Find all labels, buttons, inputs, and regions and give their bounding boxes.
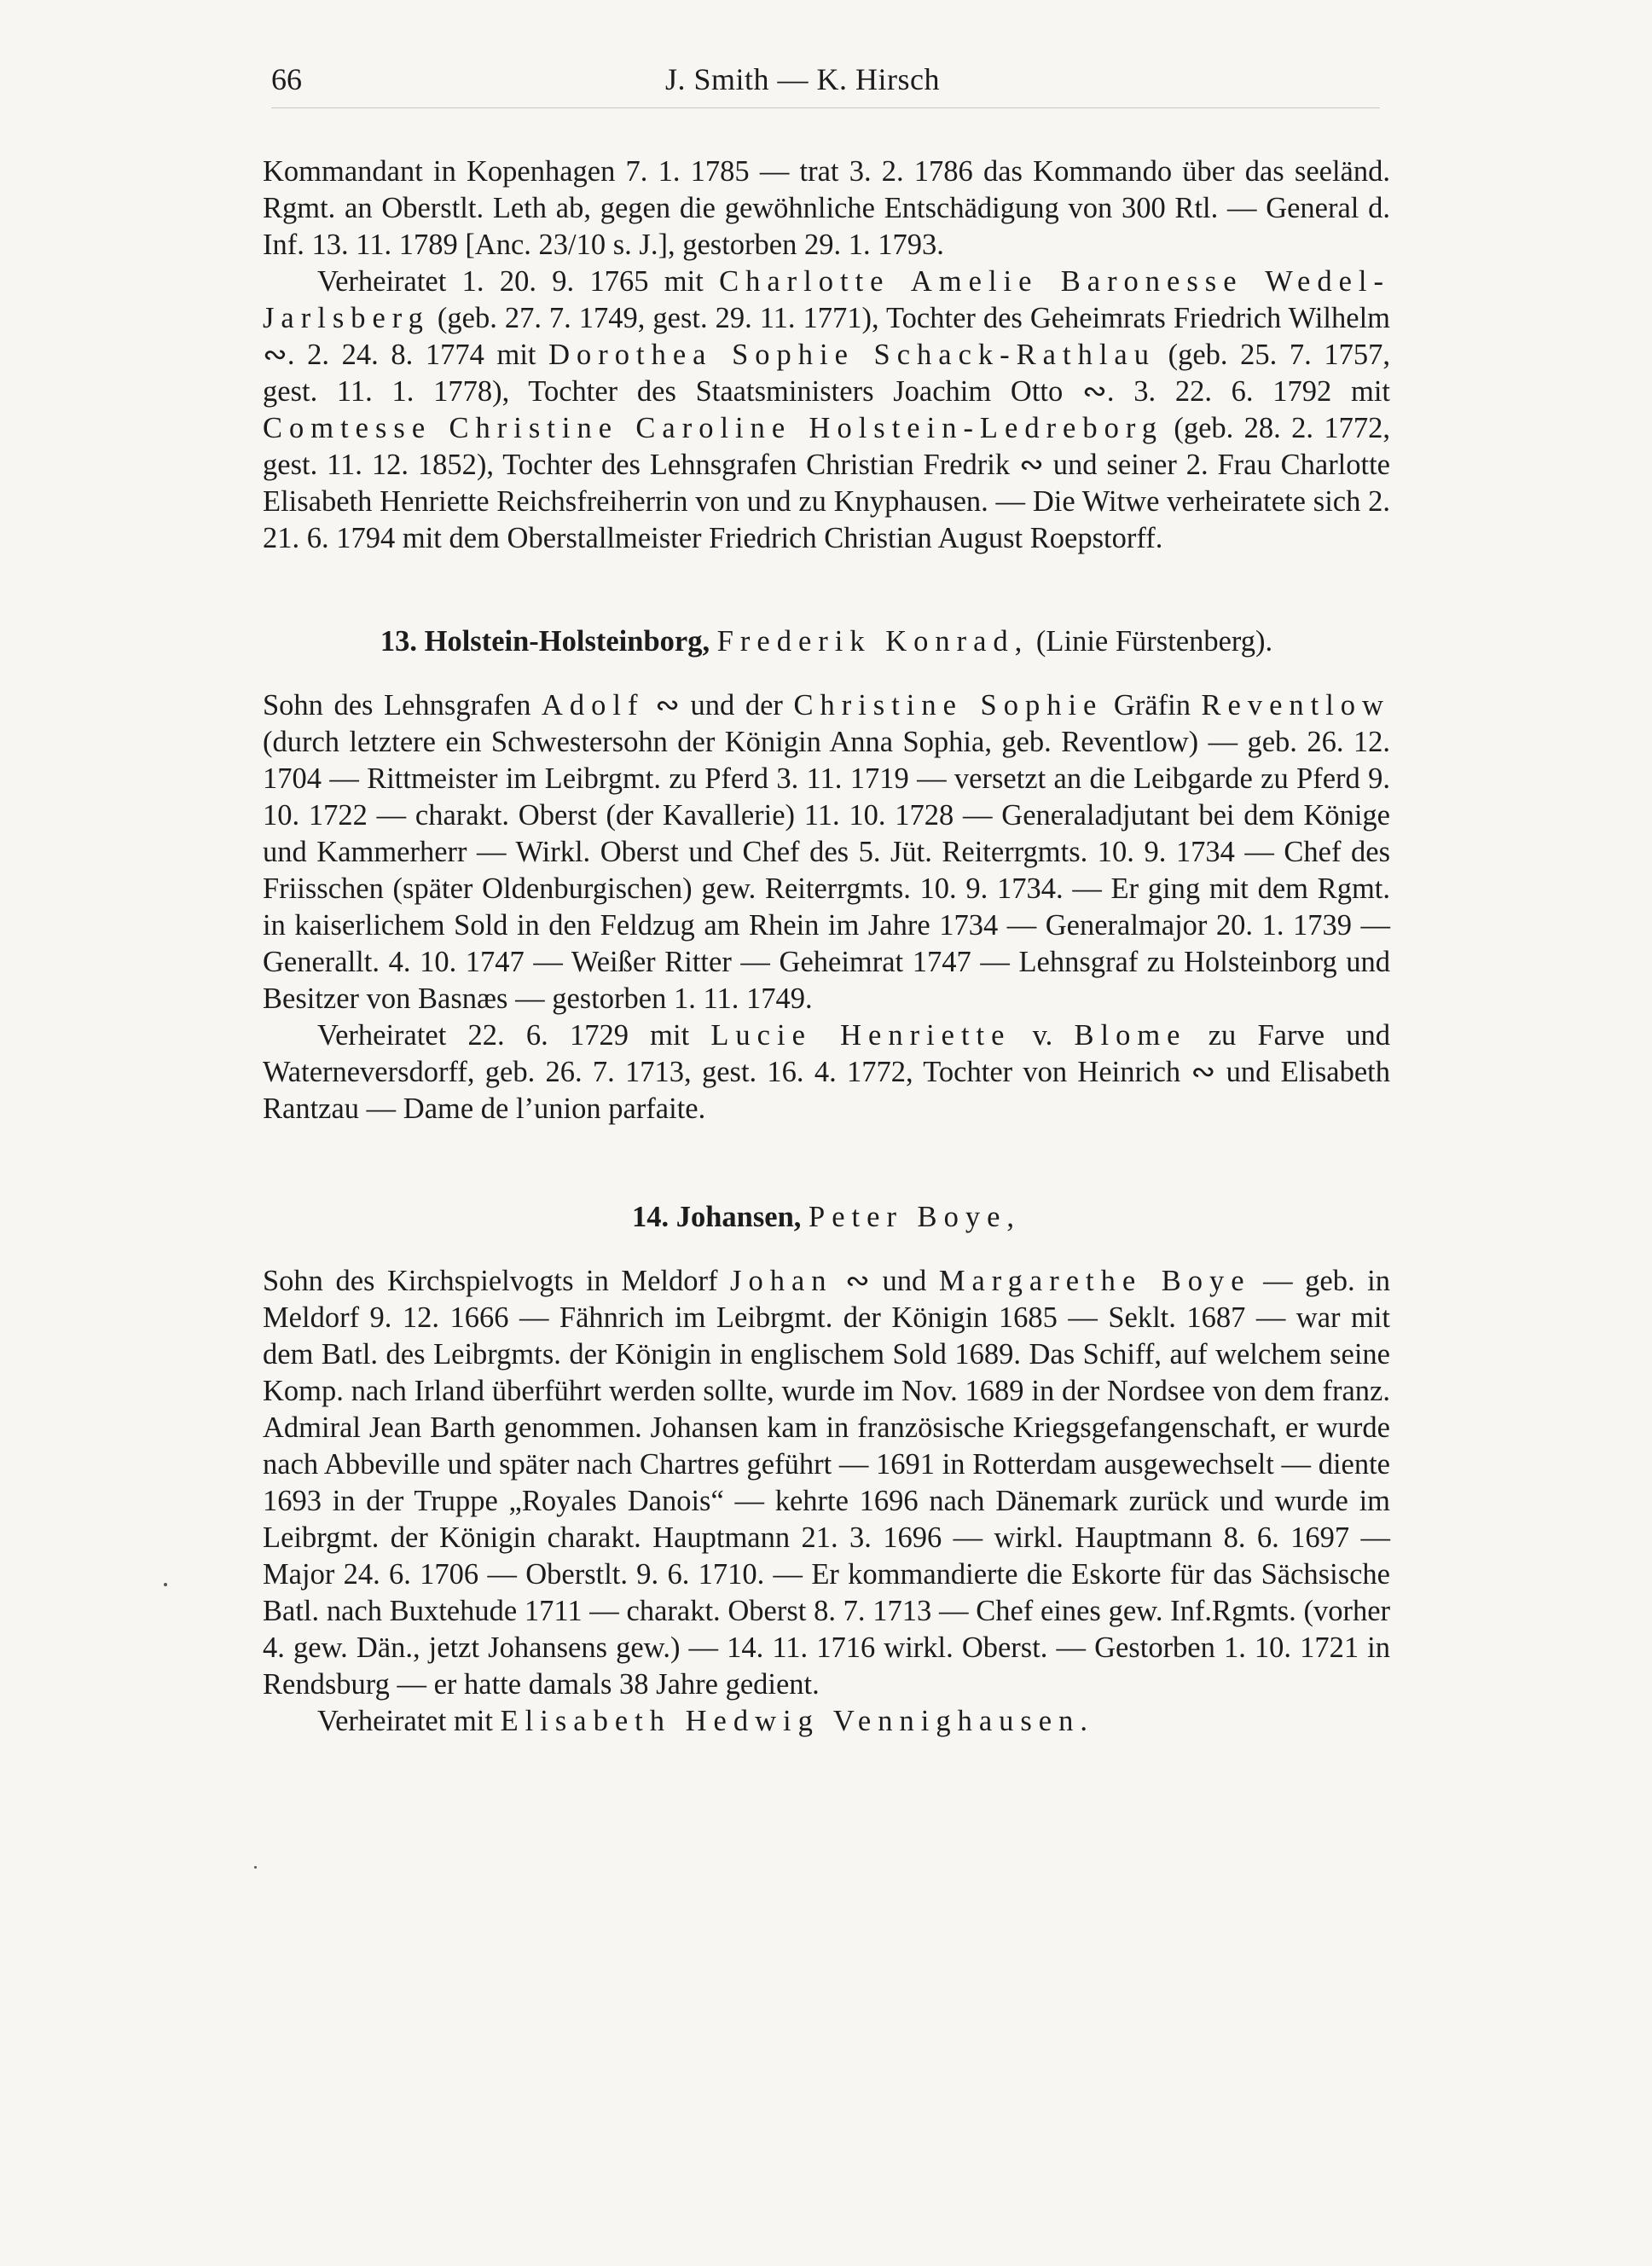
entry-14-number-surname: 14. Johansen, (631, 1201, 802, 1233)
text-run: ∾ und der (644, 689, 794, 722)
spaced-name: Elisabeth Hedwig Vennighausen. (500, 1705, 1094, 1737)
spaced-name: Blome (1074, 1019, 1187, 1052)
spaced-name: Dorothea Sophie Schack-Rathlau (548, 339, 1156, 371)
spaced-name: Adolf (542, 689, 645, 722)
text-run: — geb. in Meldorf 9. 12. 1666 — Fähnrich im Leibrgmt. der Königin 1685 — Seklt. 1687 — war mit dem Batl. des Leibrgmts. der Königin in englischem Sold 1689. Das Schiff, auf welchem seine Komp. nach Irland überführt werden sollte, wurde im Nov. 1689 in der Nordsee von dem franz. Admiral Jean Barth genommen. Johansen kam in französische Kriegsgefangenschaft, er wurde nach Abbeville und später nach Chartres geführt — 1691 in Rotterdam ausgewechselt — diente 1693 in der Truppe „Royales Danois“ — kehrte 1696 nach Dänemark zurück und wurde im Leibrgmt. der Königin charakt. Hauptmann 21. 3. 1696 — wirkl. Hauptmann 8. 6. 1697 — Major 24. 6. 1706 — Oberstlt. 9. 6. 1710. — Er kommandierte die Eskorte für das Sächsische Batl. nach Buxtehude 1711 — charakt. Oberst 8. 7. 1713 — Chef eines gew. Inf.Rgmts. (vorher 4. gew. Dän., jetzt Johansens gew.) — 14. 11. 1716 wirkl. Oberst. — Gestorben 1. 10. 1721 in Rendsburg — er hatte damals 38 Jahre gedient. (263, 1265, 1390, 1701)
paper-speck (254, 1866, 257, 1869)
page-number: 66 (271, 62, 302, 96)
text-run: (durch letztere ein Schwestersohn der Königin Anna Sophia, geb. Reventlow) — geb. 26. 12. 1704 — Rittmeister im Leibrgmt. zu Pferd 3. 11. 1719 — versetzt an die Leibgarde zu Pferd 9. 10. 1722 — charakt. Oberst (der Kavallerie) 11. 10. 1728 — Generaladjutant bei dem Könige und Kammerherr — Wirkl. Oberst und Chef des 5. Jüt. Reiterrgmts. 10. 9. 1734 — Chef des Friisschen (später Oldenburgischen) gew. Reiterrgmts. 10. 9. 1734. — Er ging mit dem Rgmt. in kaiserlichem Sold in den Feldzug am Rhein im Jahre 1734 — Generalmajor 20. 1. 1739 — Generallt. 4. 10. 1747 — Weißer Ritter — Geheimrat 1747 — Lehnsgraf zu Holsteinborg und Besitzer von Basnæs — gestorben 1. 11. 1749. (263, 726, 1390, 1015)
running-head: J. Smith — K. Hirsch (665, 62, 941, 96)
spaced-name: Comtesse Christine Caroline Holstein-Ledreborg (263, 412, 1163, 444)
page-body (263, 154, 1390, 1740)
text-run: ∾ und (832, 1265, 939, 1297)
header-rule (271, 107, 1380, 108)
text-run: Verheiratet mit (317, 1705, 501, 1737)
entry-13-number-surname: 13. Holstein-Holsteinborg, (380, 625, 710, 658)
spaced-name: Charlotte Amelie Baronesse Wedel-Jarlsberg (263, 265, 1390, 334)
spaced-name: Margarethe Boye (938, 1265, 1251, 1297)
text-run: Verheiratet 22. 6. 1729 mit (317, 1019, 711, 1052)
text-run: zu Farve und Waterneversdorff, geb. 26. 7. 1713, gest. 16. 4. 1772, Tochter von Heinrich ∾ und Elisabeth Rantzau — Dame de l’union parfaite. (263, 1019, 1390, 1125)
entry-12-marriages (263, 264, 1390, 557)
text-run: (geb. 27. 7. 1749, gest. 29. 11. 1771), Tochter des Geheimrats Friedrich Wilhelm ∾. 2. 24. 8. 1774 mit (263, 302, 1390, 371)
paper-speck (164, 1583, 167, 1586)
text-run: Gräfin (1103, 689, 1202, 722)
page-header (271, 61, 1380, 113)
text-run: (geb. 25. 7. 1757, gest. 11. 1. 1778), Tochter des Staatsministers Joachim Otto ∾. 3. 22. 6. 1792 mit (263, 339, 1390, 408)
text-run: Verheiratet 1. 20. 9. 1765 mit (317, 265, 720, 298)
spaced-name: Lucie Henriette (710, 1019, 1011, 1052)
entry-12-continuation: Kommandant in Kopenhagen 7. 1. 1785 — trat 3. 2. 1786 das Kommando über das seeländ. Rgmt. an Oberstlt. Leth ab, gegen die gewöhnliche Entschädigung von 300 Rtl. — General d. Inf. 13. 11. 1789 [Anc. 23/10 s. J.], gestorben 29. 1. 1793. (263, 155, 1390, 261)
spaced-name: Peter Boye, (809, 1201, 1022, 1233)
spaced-name: Christine Sophie (793, 689, 1104, 722)
spaced-name: Frederik Konrad, (716, 625, 1029, 658)
text-run: Sohn des Lehnsgrafen (263, 689, 542, 722)
entry-13-biography (263, 687, 1390, 1017)
entry-13-marriage (263, 1017, 1390, 1127)
entry-14-heading (263, 1199, 1390, 1236)
entry-14-marriage (263, 1703, 1390, 1740)
text-run: v. (1011, 1019, 1075, 1052)
text-run: (geb. 28. 2. 1772, gest. 11. 12. 1852), Tochter des Lehnsgrafen Christian Fredrik ∾ und seiner 2. Frau Charlotte Elisabeth Henriette Reichsfreiherrin von und zu Knyphausen. — Die Witwe verheiratete sich 2. 21. 6. 1794 mit dem Oberstallmeister Friedrich Christian August Roepstorff. (263, 412, 1390, 554)
text-run: (Linie Fürstenberg). (1029, 625, 1273, 658)
spaced-name: Johan (730, 1265, 833, 1297)
entry-13-heading (263, 623, 1390, 660)
text-run: Sohn des Kirchspielvogts in Meldorf (263, 1265, 731, 1297)
entry-14-biography (263, 1263, 1390, 1703)
spaced-name: Reventlow (1201, 689, 1390, 722)
